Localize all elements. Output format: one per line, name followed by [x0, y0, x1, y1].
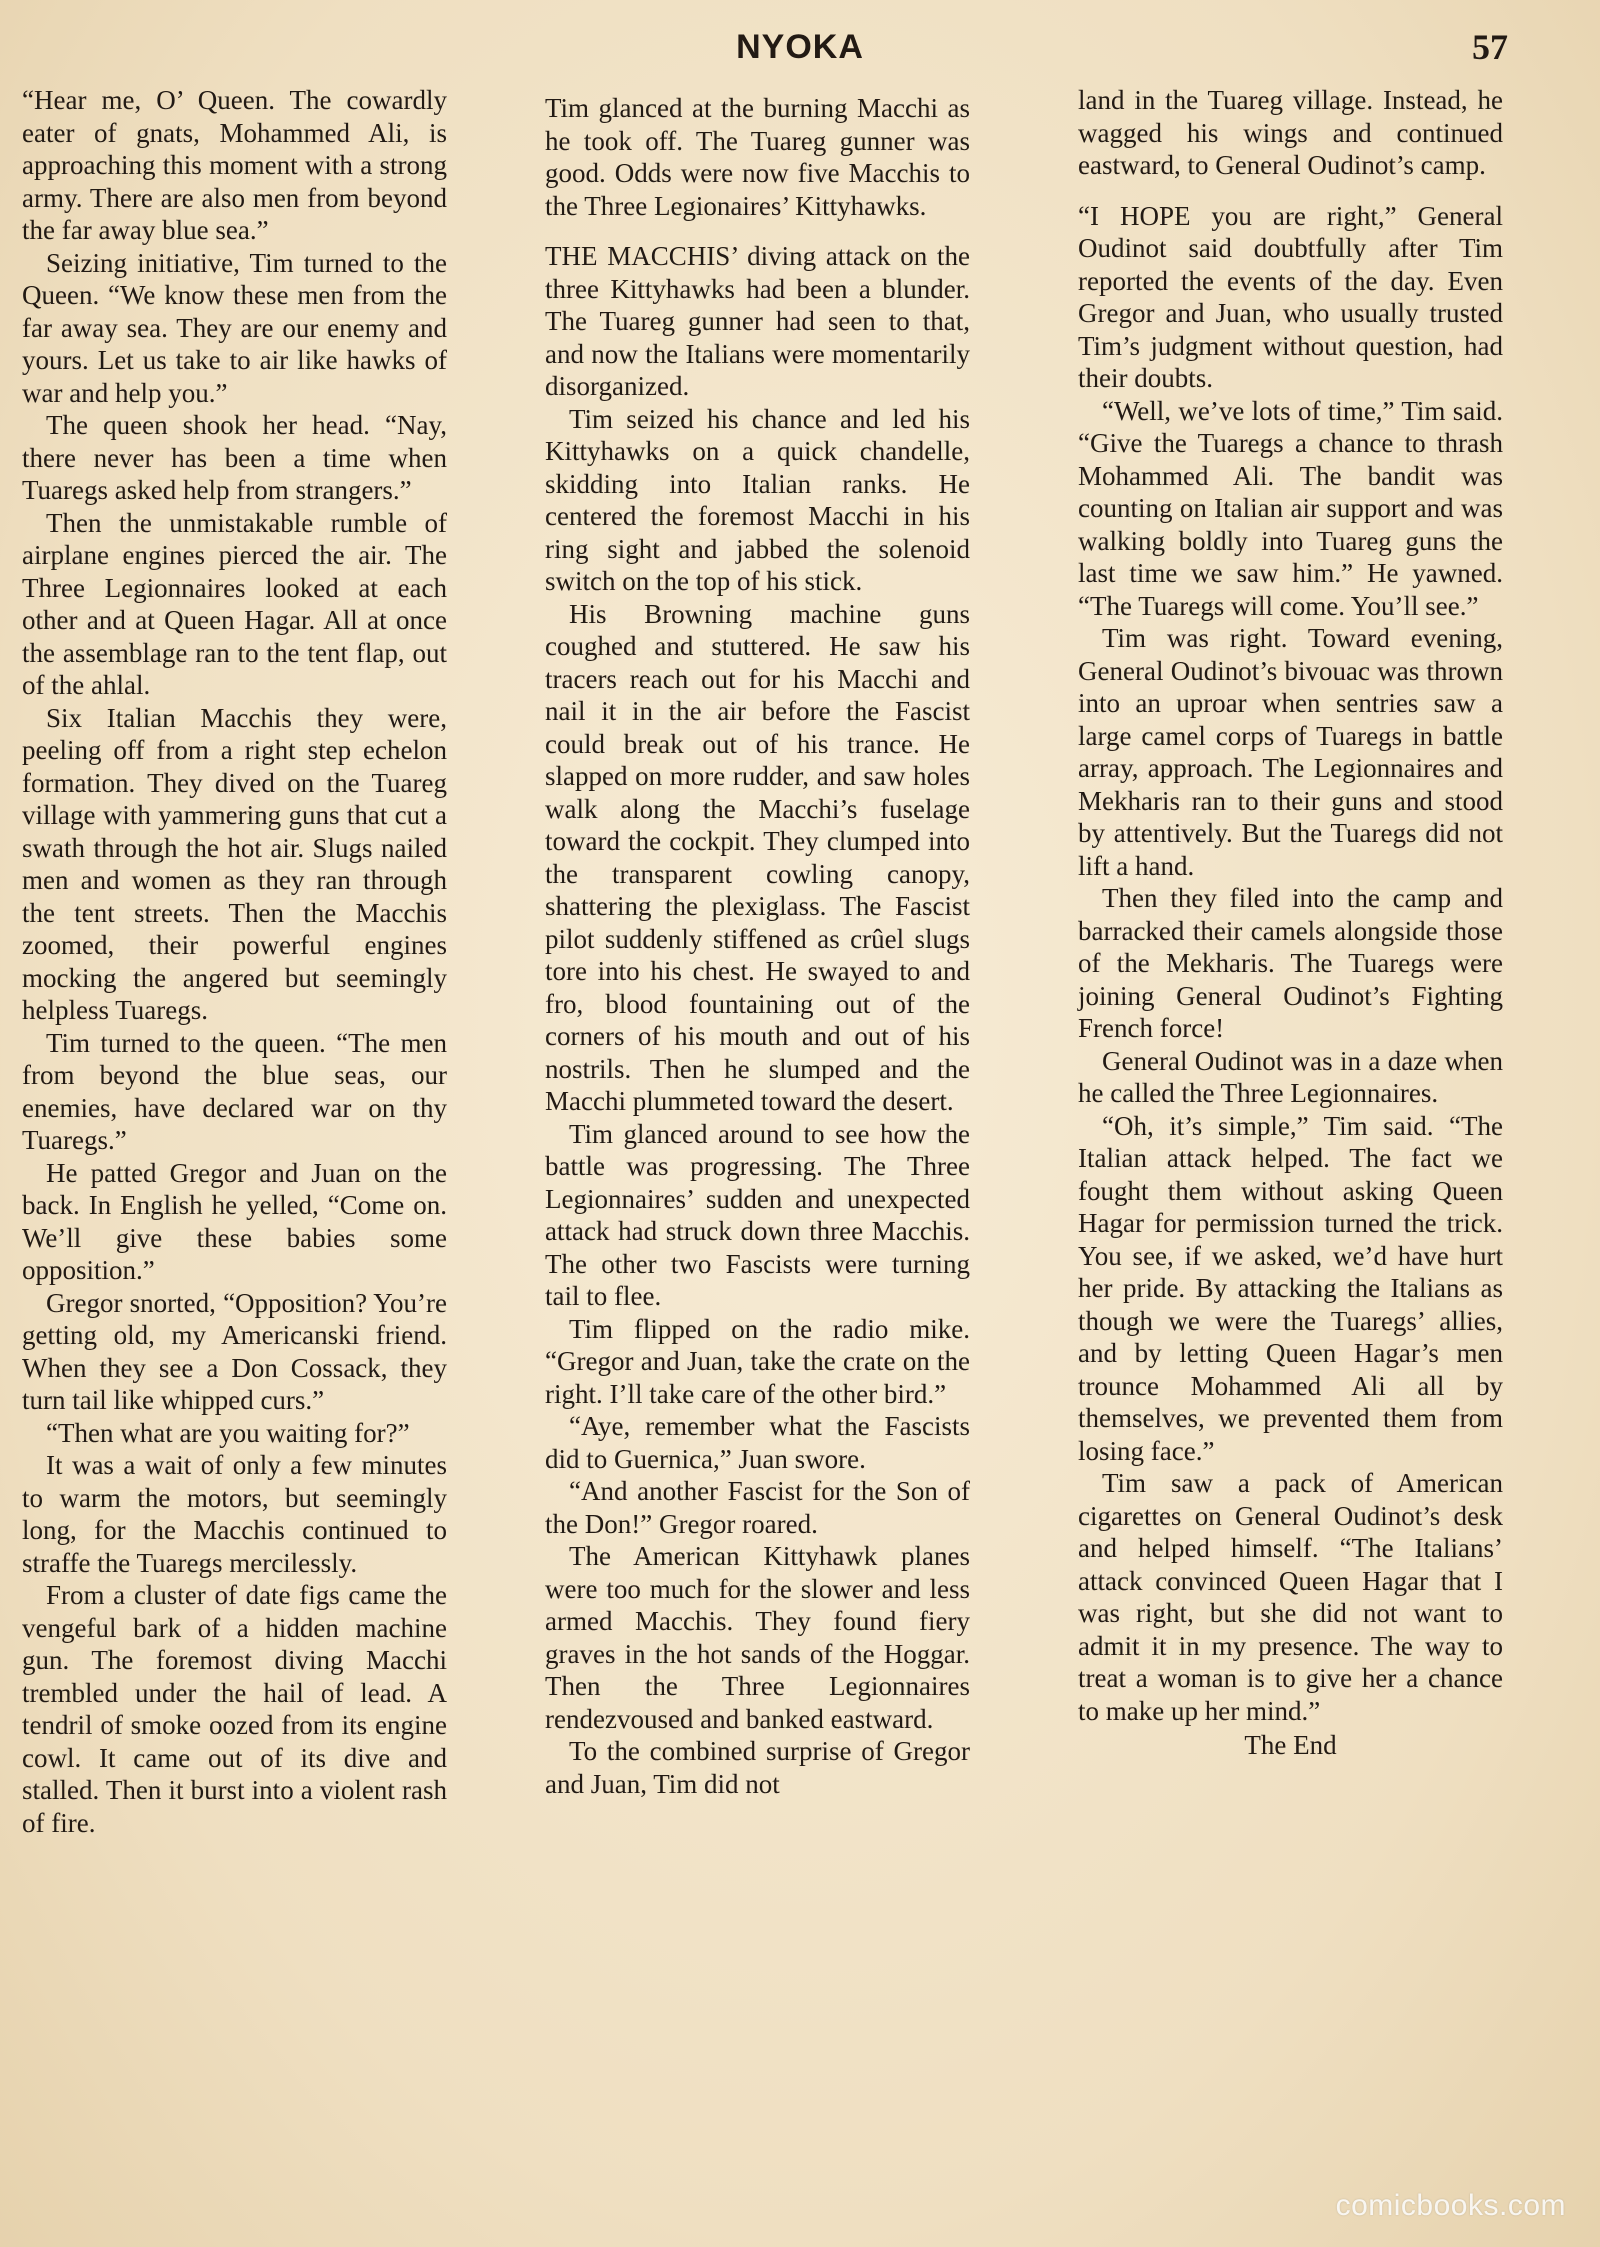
- paragraph: Seizing initiative, Tim turned to the Queen. “We know these men from the far away sea. They are our enemy and yours. Let us take to air like hawks of war and help you.”: [22, 247, 447, 408]
- text-column-1: [22, 84, 447, 1839]
- section-opening-paragraph: “I HOPE you are right,” General Oudinot said doubtfully after Tim reported the events of the day. Even Gregor and Juan, who usually trusted Tim’s judgment without question, had their doubts.: [1078, 200, 1503, 393]
- the-end-label: The End: [1244, 1730, 1337, 1760]
- site-watermark: comicbooks.com: [1335, 2189, 1566, 2222]
- text-column-2: [545, 92, 970, 1800]
- paragraph: “Oh, it’s simple,” Tim said. “The Italian attack helped. The fact we fought them without asking Queen Hagar for permission turned the trick. You see, if we asked, we’d have hurt her pride. By attacking the Italians as though we were the Tuaregs’ allies, and by letting Queen Hagar’s men trounce Mohammed Ali all by themselves, we prevented them from losing face.”: [1078, 1110, 1503, 1466]
- paragraph: The queen shook her head. “Nay, there never has been a time when Tuaregs asked help from strangers.”: [22, 410, 447, 505]
- paragraph: Tim saw a pack of American cigarettes on General Oudinot’s desk and helped himself. “The Italians’ attack convinced Queen Hagar that I was right, but she did not want to admit it in my presence. The way to treat a woman is to give her a chance to make up her mind.”: [1078, 1468, 1503, 1726]
- paragraph: “Well, we’ve lots of time,” Tim said. “Give the Tuaregs a chance to thrash Mohammed Ali. The bandit was counting on Italian air support and was walking boldly into Tuareg guns the last time we saw him.” He yawned. “The Tuaregs will come. You’ll see.”: [1078, 395, 1503, 621]
- paragraph: Tim was right. Toward evening, General Oudinot’s bivouac was thrown into an uproar when sentries saw a large camel corps of Tuaregs in battle array, approach. The Legionnaires and Mekharis ran to their guns and stood by attentively. But the Tuaregs did not lift a hand.: [1078, 623, 1503, 881]
- paragraph: Tim turned to the queen. “The men from beyond the blue seas, our enemies, have declared war on thy Tuaregs.”: [22, 1027, 447, 1155]
- paragraph: Tim flipped on the radio mike. “Gregor and Juan, take the crate on the right. I’ll take care of the other bird.”: [545, 1313, 970, 1409]
- paragraph: Six Italian Macchis they were, peeling off from a right step echelon formation. They dived on the Tuareg village with yammering guns that cut a swath through the hot air. Slugs nailed men and women as they ran through the tent streets. Then the Macchis zoomed, their powerful engines mocking the angered but seemingly helpless Tuaregs.: [22, 702, 447, 1025]
- paragraph: From a cluster of date figs came the vengeful bark of a hidden machine gun. The foremost diving Macchi trembled under the hail of lead. A tendril of smoke oozed from its engine cowl. It came out of its dive and stalled. Then it burst into a violent rash of fire.: [22, 1580, 447, 1838]
- running-head-title: NYOKA: [736, 28, 864, 66]
- paragraph: “Hear me, O’ Queen. The cowardly eater of gnats, Mohammed Ali, is approaching this moment with a strong army. There are also men from beyond the far away blue sea.”: [22, 85, 447, 245]
- paragraph: He patted Gregor and Juan on the back. In English he yelled, “Come on. We’ll give these babies some opposition.”: [22, 1157, 447, 1285]
- paragraph: Then the unmistakable rumble of airplane engines pierced the air. The Three Legionnaires looked at each other and at Queen Hagar. All at once the assemblage ran to the tent flap, out of the ahlal.: [22, 507, 447, 700]
- text-column-3: [1078, 84, 1503, 1762]
- paragraph: land in the Tuareg village. Instead, he wagged his wings and continued eastward, to General Oudinot’s camp.: [1078, 85, 1503, 180]
- section-opening-paragraph: THE MACCHIS’ diving attack on the three Kittyhawks had been a blunder. The Tuareg gunner had seen to that, and now the Italians were momentarily disorganized.: [545, 241, 970, 401]
- paragraph: Gregor snorted, “Opposition? You’re getting old, my Americanski friend. When they see a Don Cossack, they turn tail like whipped curs.”: [22, 1287, 447, 1415]
- paragraph: Then they filed into the camp and barracked their camels alongside those of the Mekharis. The Tuaregs were joining General Oudinot’s Fighting French force!: [1078, 883, 1503, 1043]
- paragraph: It was a wait of only a few minutes to warm the motors, but seemingly long, for the Macchis continued to straffe the Tuaregs mercilessly.: [22, 1450, 447, 1578]
- paragraph: To the combined surprise of Gregor and Juan, Tim did not: [545, 1736, 970, 1799]
- paragraph: Tim glanced at the burning Macchi as he took off. The Tuareg gunner was good. Odds were now five Macchis to the Three Legionaires’ Kittyhawks.: [545, 93, 970, 221]
- page-number: 57: [1472, 27, 1508, 67]
- paragraph: Tim seized his chance and led his Kittyhawks on a quick chandelle, skidding into Italian ranks. He centered the foremost Macchi in his ring sight and jabbed the solenoid switch on the top of his stick.: [545, 403, 970, 596]
- paragraph: “And another Fascist for the Son of the Don!” Gregor roared.: [545, 1476, 970, 1539]
- paragraph: General Oudinot was in a daze when he called the Three Legionnaires.: [1078, 1045, 1503, 1108]
- paragraph: “Then what are you waiting for?”: [46, 1417, 410, 1448]
- paragraph: The American Kittyhawk planes were too much for the slower and less armed Macchis. They found fiery graves in the hot sands of the Hoggar. Then the Three Legionnaires rendezvoused and banked eastward.: [545, 1541, 970, 1734]
- paragraph: His Browning machine guns coughed and stuttered. He saw his tracers reach out for his Macchi and nail it in the air before the Fascist could break out of his trance. He slapped on more rudder, and saw holes walk along the Macchi’s fuselage toward the cockpit. They clumped into the transparent cowling canopy, shattering the plexiglass. The Fascist pilot suddenly stiffened as crûel slugs tore into his chest. He swayed to and fro, blood fountaining out of the corners of his mouth and out of his nostrils. Then he slumped and the Macchi plummeted toward the desert.: [545, 598, 970, 1116]
- paragraph: Tim glanced around to see how the battle was progressing. The Three Legionnaires’ sudden and unexpected attack had struck down three Macchis. The other two Fascists were turning tail to flee.: [545, 1118, 970, 1311]
- paragraph: “Aye, remember what the Fascists did to Guernica,” Juan swore.: [545, 1411, 970, 1474]
